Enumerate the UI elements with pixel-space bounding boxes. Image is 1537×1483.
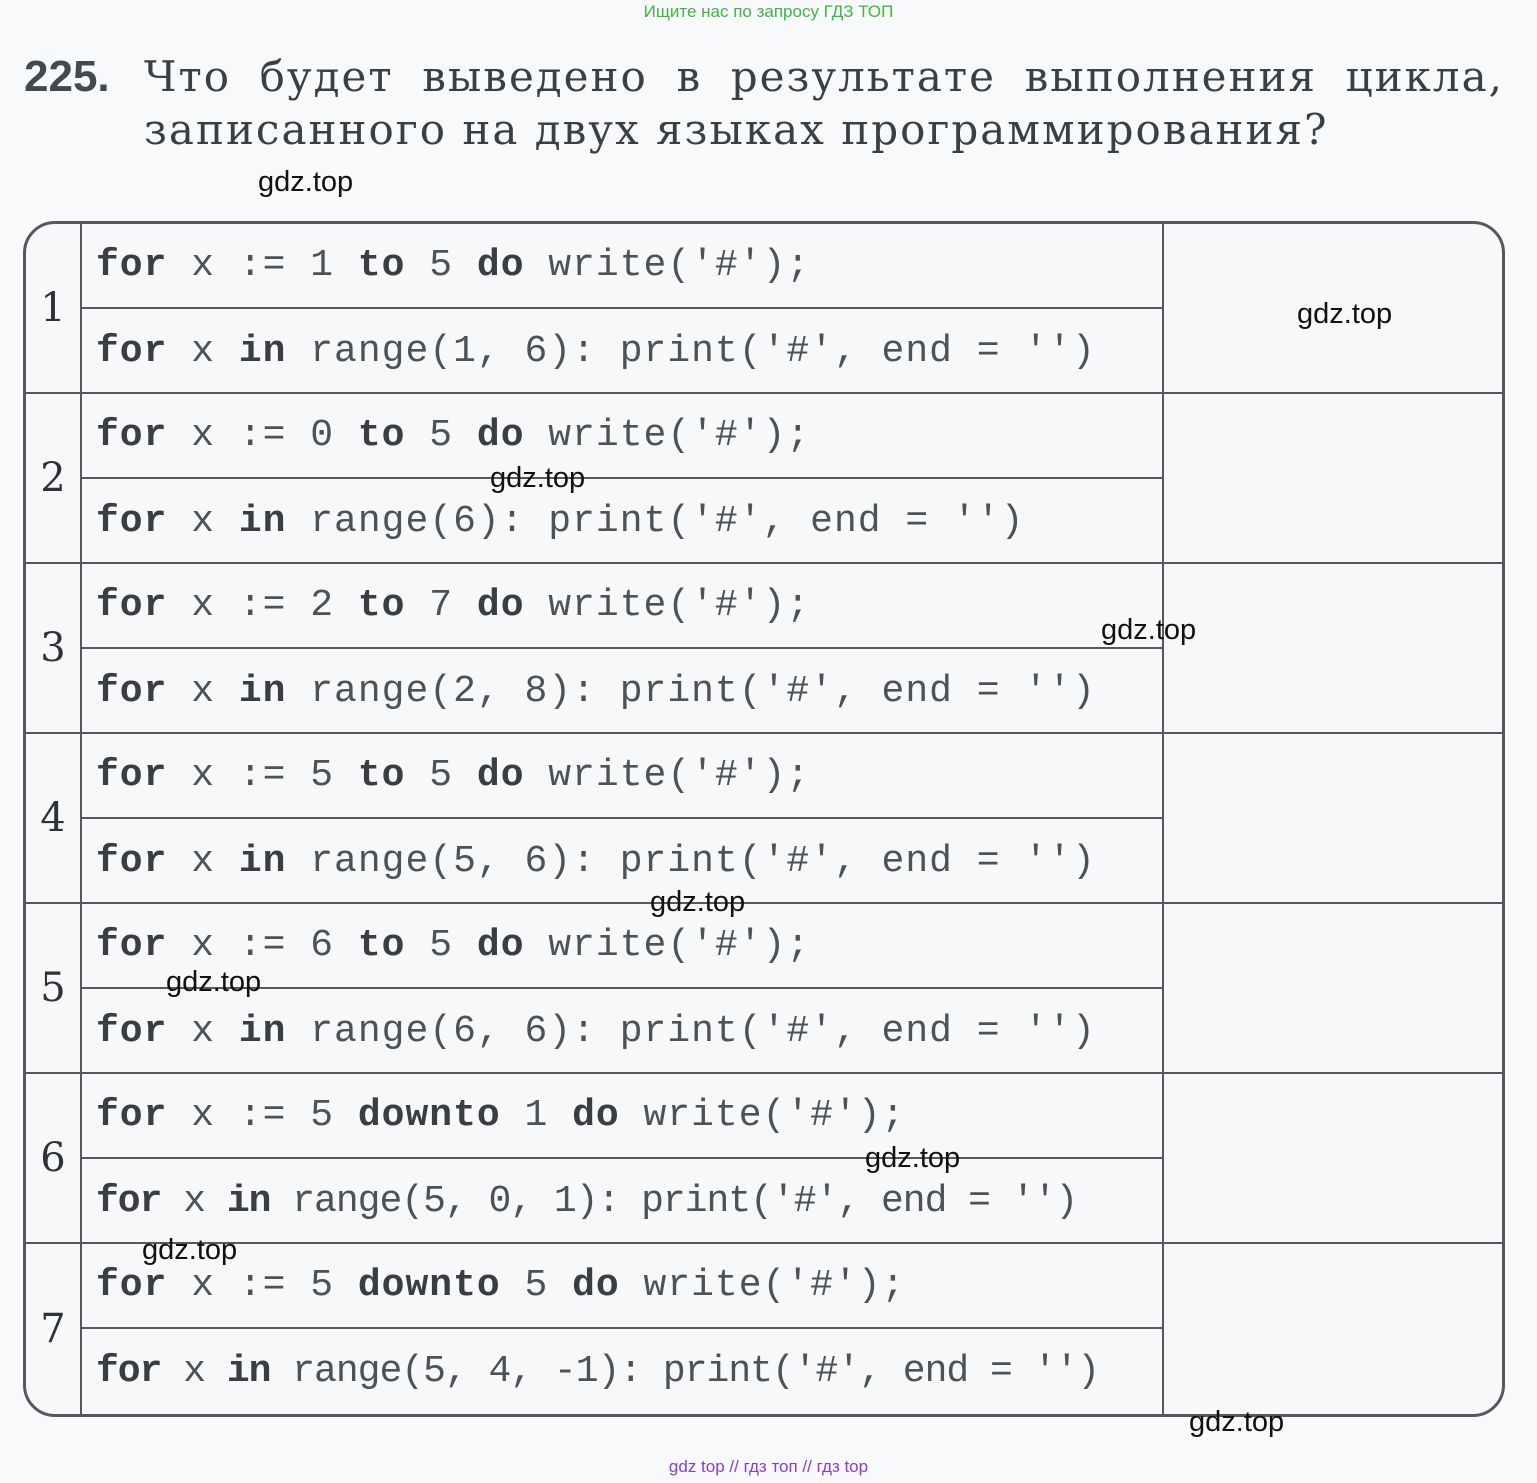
code-keyword: do [476, 244, 525, 287]
code-text: range(5, 4, -1): print('#', end = '') [270, 1350, 1099, 1393]
code-keyword: for [96, 924, 168, 967]
row-number: 3 [26, 564, 82, 732]
pascal-code [82, 734, 1162, 819]
code-text: range(5, 6): print('#', end = '') [286, 840, 1096, 883]
code-keyword: for [96, 670, 168, 713]
code-text: range(6, 6): print('#', end = '') [286, 1010, 1096, 1053]
code-keyword: in [238, 1010, 287, 1053]
python-code [82, 479, 1162, 564]
answer-cell[interactable] [1164, 394, 1502, 562]
code-cell [82, 394, 1164, 562]
code-text: x := 0 [167, 414, 358, 457]
code-text: x := 5 [167, 1094, 358, 1137]
task-text: Что будет выведено в результате выполнения цикла, записанного на двух языках программирования? [144, 52, 1504, 154]
watermark: gdz.top [1101, 614, 1197, 646]
code-text: range(6): print('#', end = '') [286, 500, 1025, 543]
python-code [82, 1329, 1162, 1414]
table-row [26, 734, 1502, 904]
code-text: x [167, 500, 239, 543]
row-number: 1 [26, 224, 82, 392]
table-row [26, 394, 1502, 564]
pascal-code [82, 1244, 1162, 1329]
code-keyword: in [238, 670, 287, 713]
watermark: gdz.top [1189, 1406, 1285, 1438]
code-text: x [167, 840, 239, 883]
python-code [82, 309, 1162, 394]
code-text: x [167, 330, 239, 373]
code-text: 1 [500, 1094, 573, 1137]
row-number: 4 [26, 734, 82, 902]
answer-cell[interactable] [1164, 1074, 1502, 1242]
code-keyword: do [476, 584, 525, 627]
code-keyword: for [96, 244, 168, 287]
code-keyword: to [357, 414, 406, 457]
code-keyword: for [96, 754, 168, 797]
code-keyword: do [572, 1094, 620, 1137]
code-text: x := 2 [167, 584, 358, 627]
pascal-code [82, 394, 1162, 479]
answer-cell[interactable] [1164, 564, 1502, 732]
row-number: 2 [26, 394, 82, 562]
code-keyword: in [226, 1350, 271, 1393]
watermark: gdz.top [865, 1142, 961, 1174]
code-text: x := 5 [167, 1264, 358, 1307]
pascal-code [82, 564, 1162, 649]
code-text: range(1, 6): print('#', end = '') [286, 330, 1096, 373]
code-cell [82, 224, 1164, 392]
code-text: 5 [500, 1264, 573, 1307]
code-keyword: for [96, 1180, 162, 1223]
row-number: 6 [26, 1074, 82, 1242]
row-number: 5 [26, 904, 82, 1072]
code-text: write('#'); [524, 584, 811, 627]
table-row [26, 224, 1502, 394]
code-text: 5 [405, 414, 477, 457]
code-table [23, 221, 1505, 1417]
code-text: 5 [405, 924, 477, 967]
python-code [82, 989, 1162, 1074]
watermark: gdz.top [490, 462, 586, 494]
code-text: x [167, 670, 239, 713]
code-keyword: for [96, 500, 168, 543]
pascal-code [82, 224, 1162, 309]
table-row [26, 564, 1502, 734]
answer-cell[interactable] [1164, 904, 1502, 1072]
python-code [82, 1159, 1162, 1244]
code-text: 5 [405, 754, 477, 797]
code-keyword: in [238, 840, 287, 883]
code-keyword: in [238, 330, 287, 373]
code-cell [82, 1244, 1164, 1414]
watermark: gdz.top [650, 886, 746, 918]
code-keyword: for [96, 1264, 168, 1307]
footer-links[interactable]: gdz top // гдз топ // гдз top [668, 1457, 869, 1476]
code-text: write('#'); [619, 1264, 906, 1307]
row-number: 7 [26, 1244, 82, 1414]
code-keyword: to [357, 924, 406, 967]
code-keyword: for [96, 1010, 168, 1053]
code-text: range(2, 8): print('#', end = '') [286, 670, 1096, 713]
code-keyword: for [96, 1094, 168, 1137]
code-keyword: for [96, 330, 168, 373]
code-keyword: to [357, 244, 406, 287]
answer-cell[interactable] [1164, 1244, 1502, 1414]
answer-cell[interactable] [1164, 734, 1502, 902]
code-text: 7 [405, 584, 477, 627]
code-text: range(5, 0, 1): print('#', end = '') [270, 1180, 1078, 1223]
watermark: gdz.top [142, 1234, 238, 1266]
code-text: x [167, 1010, 239, 1053]
code-keyword: in [226, 1180, 271, 1223]
code-keyword: for [96, 840, 168, 883]
code-cell [82, 734, 1164, 902]
code-text: x [161, 1350, 227, 1393]
code-text: x [161, 1180, 227, 1223]
code-text: write('#'); [524, 414, 811, 457]
code-cell [82, 564, 1164, 732]
pascal-code [82, 1074, 1162, 1159]
watermark: gdz.top [258, 166, 354, 198]
code-keyword: do [476, 414, 525, 457]
code-keyword: in [238, 500, 287, 543]
watermark: gdz.top [1297, 298, 1393, 330]
code-text: x := 5 [167, 754, 358, 797]
python-code [82, 649, 1162, 734]
code-keyword: downto [357, 1264, 501, 1307]
code-keyword: do [476, 754, 525, 797]
top-banner[interactable]: Ищите нас по запросу ГДЗ ТОП [643, 2, 894, 21]
code-text: x := 6 [167, 924, 358, 967]
code-keyword: for [96, 1350, 162, 1393]
watermark: gdz.top [166, 966, 262, 998]
code-keyword: do [476, 924, 525, 967]
code-cell [82, 1074, 1164, 1242]
code-keyword: for [96, 414, 168, 457]
code-keyword: to [357, 754, 406, 797]
code-text: write('#'); [524, 754, 811, 797]
code-text: write('#'); [524, 924, 811, 967]
task-number: 225. [24, 52, 110, 101]
code-keyword: for [96, 584, 168, 627]
python-code [82, 819, 1162, 904]
code-text: x := 1 [167, 244, 358, 287]
code-text: write('#'); [619, 1094, 906, 1137]
table-row [26, 1244, 1502, 1414]
code-keyword: do [572, 1264, 620, 1307]
code-text: write('#'); [524, 244, 811, 287]
table-row [26, 1074, 1502, 1244]
code-text: 5 [405, 244, 477, 287]
code-keyword: downto [357, 1094, 501, 1137]
code-keyword: to [357, 584, 406, 627]
